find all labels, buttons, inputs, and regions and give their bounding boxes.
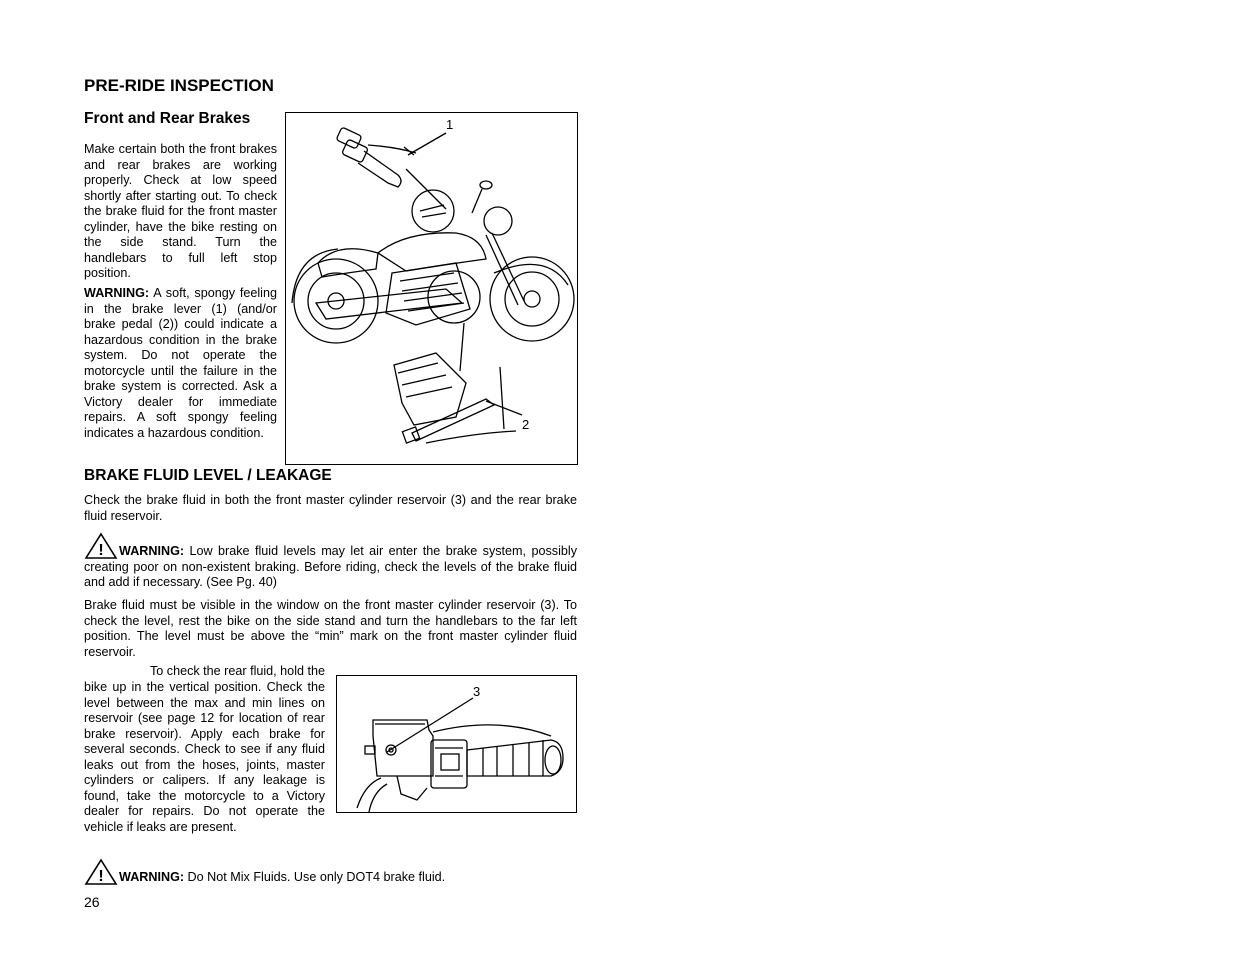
svg-text:!: ! [98,868,104,885]
rear-fluid-first-line: To check the rear fluid, hold the [149,664,325,678]
section-heading-brake-fluid: BRAKE FLUID LEVEL / LEAKAGE [84,467,332,484]
page-title: PRE-RIDE INSPECTION [84,76,274,95]
callout-2: 2 [522,417,530,432]
brake-fluid-paragraph-2: Brake fluid must be visible in the window on the front master cylinder reservoir (3). To check the level, rest the bike on the side stand and turn the handlebars to the far left position. The level must be above the “min” mark on the front master cylinder fluid reservoir. [84,598,577,659]
low-fluid-warning [84,544,577,591]
section-heading-front-rear-brakes: Front and Rear Brakes [84,110,251,127]
master-cylinder-illustration [337,676,576,812]
warning-label: WARNING: [119,544,185,558]
warning-text: A soft, spongy feeling in the brake lever (1) (and/or brake pedal (2)) could indicate a hazardous condition in the brake system. Do not operate the motorcycle until the failure in the brake system is corrected. Ask a Victory dealer for immediate repairs. A soft spongy feeling indicates a hazardous condition. [84,286,277,440]
motorcycle-brake-figure [285,112,578,465]
svg-text:!: ! [98,542,104,559]
brake-fluid-paragraph-1: Check the brake fluid in both the front master cylinder reservoir (3) and the rear brake fluid reservoir. [84,493,577,523]
page-number: 26 [84,894,100,910]
front-rear-brakes-paragraph: Make certain both the front brakes and rear brakes are working properly. Check at low speed shortly after starting out. To check the brake fluid for the front master cylinder, have the bike resting on the side stand. Turn the handlebars to full left stop position. [84,142,277,280]
warning-text: Low brake fluid levels may let air enter the brake system, possibly creating poor on non-existent braking. Before riding, check the levels of the brake fluid and add if necessary. (See Pg. 40) [84,544,577,589]
warning-label: WARNING: [84,286,150,300]
master-cylinder-figure [336,675,577,813]
warning-label: WARNING: [119,870,185,884]
callout-1: 1 [446,117,454,132]
warning-triangle-icon [84,858,118,886]
mix-fluids-warning [119,870,577,886]
warning-text: Do Not Mix Fluids. Use only DOT4 brake fluid. [184,870,446,884]
motorcycle-illustration [286,113,577,464]
brake-warning-paragraph [84,286,277,441]
callout-3: 3 [473,684,481,699]
rear-fluid-paragraph: bike up in the vertical position. Check the level between the max and min lines on reservoir (see page 12 for location of rear brake reservoir). Apply each brake for several seconds. Check to see if any fluid leaks out from the hoses, joints, master cylinders or calipers. If any leakage is found, take the motorcycle to a Victory dealer for repairs. Do not operate the vehicle if leaks are present. [84,680,325,834]
